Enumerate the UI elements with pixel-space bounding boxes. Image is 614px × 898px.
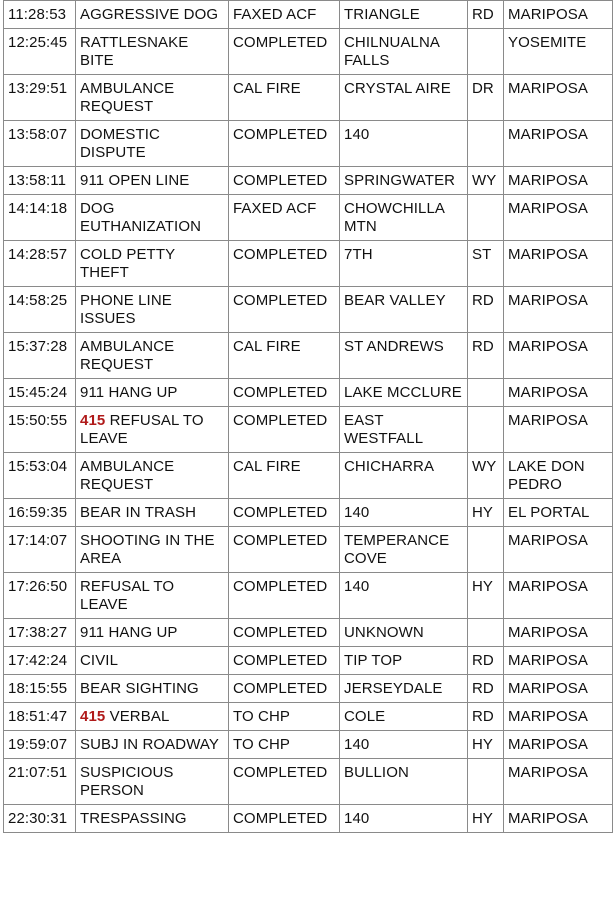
city-cell: MARIPOSA bbox=[504, 407, 613, 453]
event-cell bbox=[76, 453, 229, 499]
table-row bbox=[4, 805, 613, 833]
event-cell bbox=[76, 805, 229, 833]
incident-log-body bbox=[4, 1, 613, 833]
time-cell: 18:51:47 bbox=[4, 703, 76, 731]
event-cell bbox=[76, 527, 229, 573]
time-cell: 17:14:07 bbox=[4, 527, 76, 573]
street-cell: 140 bbox=[340, 121, 468, 167]
time-cell: 16:59:35 bbox=[4, 499, 76, 527]
table-row bbox=[4, 499, 613, 527]
city-cell: MARIPOSA bbox=[504, 195, 613, 241]
table-row bbox=[4, 573, 613, 619]
event-text: AGGRESSIVE DOG bbox=[80, 6, 219, 23]
time-cell: 18:15:55 bbox=[4, 675, 76, 703]
event-text: VERBAL bbox=[105, 708, 170, 725]
event-text: AMBULANCE REQUEST bbox=[80, 338, 175, 373]
street-cell: EAST WESTFALL bbox=[340, 407, 468, 453]
time-cell: 17:26:50 bbox=[4, 573, 76, 619]
table-row bbox=[4, 675, 613, 703]
event-cell bbox=[76, 167, 229, 195]
status-cell: COMPLETED bbox=[229, 499, 340, 527]
time-cell: 21:07:51 bbox=[4, 759, 76, 805]
table-row bbox=[4, 527, 613, 573]
street-suffix-cell bbox=[468, 195, 504, 241]
status-cell: COMPLETED bbox=[229, 379, 340, 407]
table-row bbox=[4, 703, 613, 731]
street-cell: TEMPERANCE COVE bbox=[340, 527, 468, 573]
status-cell: COMPLETED bbox=[229, 241, 340, 287]
event-text: SUBJ IN ROADWAY bbox=[80, 736, 220, 753]
city-cell: MARIPOSA bbox=[504, 675, 613, 703]
event-cell bbox=[76, 75, 229, 121]
event-text: SHOOTING IN THE AREA bbox=[80, 532, 215, 567]
event-text: REFUSAL TO LEAVE bbox=[80, 578, 175, 613]
street-cell: BEAR VALLEY bbox=[340, 287, 468, 333]
street-suffix-cell: HY bbox=[468, 499, 504, 527]
city-cell: MARIPOSA bbox=[504, 1, 613, 29]
table-row bbox=[4, 75, 613, 121]
event-cell bbox=[76, 759, 229, 805]
table-row bbox=[4, 167, 613, 195]
time-cell: 17:38:27 bbox=[4, 619, 76, 647]
table-row bbox=[4, 121, 613, 167]
table-row bbox=[4, 1, 613, 29]
street-cell: BULLION bbox=[340, 759, 468, 805]
event-text: CIVIL bbox=[80, 652, 119, 669]
time-cell: 14:58:25 bbox=[4, 287, 76, 333]
table-row bbox=[4, 407, 613, 453]
event-cell bbox=[76, 121, 229, 167]
city-cell: MARIPOSA bbox=[504, 759, 613, 805]
event-text: RATTLESNAKE BITE bbox=[80, 34, 189, 69]
status-cell: COMPLETED bbox=[229, 647, 340, 675]
status-cell: TO CHP bbox=[229, 731, 340, 759]
status-cell: FAXED ACF bbox=[229, 1, 340, 29]
time-cell: 13:29:51 bbox=[4, 75, 76, 121]
street-cell: LAKE MCCLURE bbox=[340, 379, 468, 407]
city-cell: EL PORTAL bbox=[504, 499, 613, 527]
street-suffix-cell: WY bbox=[468, 167, 504, 195]
time-cell: 13:58:07 bbox=[4, 121, 76, 167]
event-text: BEAR IN TRASH bbox=[80, 504, 197, 521]
time-cell: 12:25:45 bbox=[4, 29, 76, 75]
time-cell: 17:42:24 bbox=[4, 647, 76, 675]
street-cell: 140 bbox=[340, 499, 468, 527]
time-cell: 15:50:55 bbox=[4, 407, 76, 453]
street-suffix-cell: RD bbox=[468, 703, 504, 731]
city-cell: MARIPOSA bbox=[504, 703, 613, 731]
time-cell: 15:45:24 bbox=[4, 379, 76, 407]
street-suffix-cell bbox=[468, 407, 504, 453]
street-suffix-cell: RD bbox=[468, 1, 504, 29]
table-row bbox=[4, 647, 613, 675]
street-suffix-cell bbox=[468, 619, 504, 647]
time-cell: 19:59:07 bbox=[4, 731, 76, 759]
event-text: COLD PETTY THEFT bbox=[80, 246, 175, 281]
city-cell: MARIPOSA bbox=[504, 241, 613, 287]
table-row bbox=[4, 619, 613, 647]
status-cell: COMPLETED bbox=[229, 619, 340, 647]
event-cell bbox=[76, 333, 229, 379]
street-cell: ST ANDREWS bbox=[340, 333, 468, 379]
street-cell: CHOWCHILLA MTN bbox=[340, 195, 468, 241]
street-cell: 7TH bbox=[340, 241, 468, 287]
city-cell: MARIPOSA bbox=[504, 805, 613, 833]
event-text: PHONE LINE ISSUES bbox=[80, 292, 172, 327]
time-cell: 14:28:57 bbox=[4, 241, 76, 287]
street-suffix-cell: RD bbox=[468, 647, 504, 675]
street-cell: SPRINGWATER bbox=[340, 167, 468, 195]
table-row bbox=[4, 195, 613, 241]
incident-log-table bbox=[3, 0, 613, 833]
time-cell: 11:28:53 bbox=[4, 1, 76, 29]
status-cell: COMPLETED bbox=[229, 675, 340, 703]
city-cell: LAKE DON PEDRO bbox=[504, 453, 613, 499]
status-cell: COMPLETED bbox=[229, 805, 340, 833]
event-cell bbox=[76, 407, 229, 453]
street-suffix-cell: HY bbox=[468, 805, 504, 833]
event-cell bbox=[76, 499, 229, 527]
street-suffix-cell: HY bbox=[468, 573, 504, 619]
table-row bbox=[4, 333, 613, 379]
event-text: 911 HANG UP bbox=[80, 624, 178, 641]
street-cell: COLE bbox=[340, 703, 468, 731]
street-cell: JERSEYDALE bbox=[340, 675, 468, 703]
event-text: TRESPASSING bbox=[80, 810, 187, 827]
table-row bbox=[4, 241, 613, 287]
penal-code: 415 bbox=[80, 412, 106, 429]
time-cell: 22:30:31 bbox=[4, 805, 76, 833]
city-cell: MARIPOSA bbox=[504, 167, 613, 195]
status-cell: CAL FIRE bbox=[229, 75, 340, 121]
city-cell: YOSEMITE bbox=[504, 29, 613, 75]
event-cell bbox=[76, 703, 229, 731]
event-cell bbox=[76, 647, 229, 675]
event-cell bbox=[76, 619, 229, 647]
street-suffix-cell: RD bbox=[468, 333, 504, 379]
event-text: 911 HANG UP bbox=[80, 384, 178, 401]
street-suffix-cell: WY bbox=[468, 453, 504, 499]
street-suffix-cell: RD bbox=[468, 675, 504, 703]
city-cell: MARIPOSA bbox=[504, 333, 613, 379]
table-row bbox=[4, 29, 613, 75]
street-cell: 140 bbox=[340, 573, 468, 619]
city-cell: MARIPOSA bbox=[504, 121, 613, 167]
event-cell bbox=[76, 1, 229, 29]
street-cell: CHILNUALNA FALLS bbox=[340, 29, 468, 75]
city-cell: MARIPOSA bbox=[504, 647, 613, 675]
city-cell: MARIPOSA bbox=[504, 573, 613, 619]
time-cell: 13:58:11 bbox=[4, 167, 76, 195]
event-text: AMBULANCE REQUEST bbox=[80, 458, 175, 493]
table-row bbox=[4, 379, 613, 407]
street-suffix-cell: HY bbox=[468, 731, 504, 759]
street-suffix-cell bbox=[468, 379, 504, 407]
table-row bbox=[4, 287, 613, 333]
time-cell: 15:53:04 bbox=[4, 453, 76, 499]
table-row bbox=[4, 453, 613, 499]
event-text: DOMESTIC DISPUTE bbox=[80, 126, 160, 161]
street-suffix-cell bbox=[468, 29, 504, 75]
street-cell: TRIANGLE bbox=[340, 1, 468, 29]
status-cell: COMPLETED bbox=[229, 527, 340, 573]
event-cell bbox=[76, 287, 229, 333]
table-row bbox=[4, 759, 613, 805]
street-suffix-cell: RD bbox=[468, 287, 504, 333]
event-cell bbox=[76, 379, 229, 407]
event-cell bbox=[76, 573, 229, 619]
status-cell: COMPLETED bbox=[229, 167, 340, 195]
city-cell: MARIPOSA bbox=[504, 75, 613, 121]
status-cell: COMPLETED bbox=[229, 573, 340, 619]
street-suffix-cell bbox=[468, 121, 504, 167]
street-cell: UNKNOWN bbox=[340, 619, 468, 647]
event-text: 911 OPEN LINE bbox=[80, 172, 190, 189]
event-text: AMBULANCE REQUEST bbox=[80, 80, 175, 115]
event-cell bbox=[76, 241, 229, 287]
time-cell: 14:14:18 bbox=[4, 195, 76, 241]
city-cell: MARIPOSA bbox=[504, 379, 613, 407]
status-cell: COMPLETED bbox=[229, 121, 340, 167]
street-cell: CRYSTAL AIRE bbox=[340, 75, 468, 121]
city-cell: MARIPOSA bbox=[504, 287, 613, 333]
event-cell bbox=[76, 675, 229, 703]
street-suffix-cell: ST bbox=[468, 241, 504, 287]
status-cell: COMPLETED bbox=[229, 287, 340, 333]
time-cell: 15:37:28 bbox=[4, 333, 76, 379]
street-cell: 140 bbox=[340, 731, 468, 759]
street-cell: TIP TOP bbox=[340, 647, 468, 675]
status-cell: TO CHP bbox=[229, 703, 340, 731]
status-cell: COMPLETED bbox=[229, 29, 340, 75]
event-cell bbox=[76, 731, 229, 759]
street-suffix-cell bbox=[468, 527, 504, 573]
event-text: SUSPICIOUS PERSON bbox=[80, 764, 174, 799]
street-suffix-cell: DR bbox=[468, 75, 504, 121]
status-cell: FAXED ACF bbox=[229, 195, 340, 241]
table-row bbox=[4, 731, 613, 759]
status-cell: CAL FIRE bbox=[229, 333, 340, 379]
event-text: BEAR SIGHTING bbox=[80, 680, 199, 697]
event-cell bbox=[76, 195, 229, 241]
event-cell bbox=[76, 29, 229, 75]
city-cell: MARIPOSA bbox=[504, 731, 613, 759]
event-text: REFUSAL TO LEAVE bbox=[80, 412, 204, 447]
street-cell: CHICHARRA bbox=[340, 453, 468, 499]
street-suffix-cell bbox=[468, 759, 504, 805]
status-cell: COMPLETED bbox=[229, 759, 340, 805]
city-cell: MARIPOSA bbox=[504, 527, 613, 573]
city-cell: MARIPOSA bbox=[504, 619, 613, 647]
street-cell: 140 bbox=[340, 805, 468, 833]
status-cell: CAL FIRE bbox=[229, 453, 340, 499]
status-cell: COMPLETED bbox=[229, 407, 340, 453]
event-text: DOG EUTHANIZATION bbox=[80, 200, 202, 235]
penal-code: 415 bbox=[80, 708, 106, 725]
